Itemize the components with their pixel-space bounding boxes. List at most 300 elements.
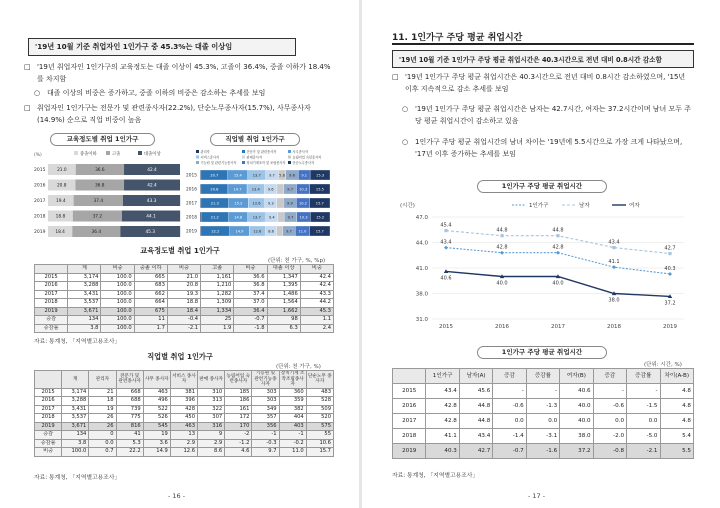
- hours-point: [444, 229, 447, 232]
- hours-table-cell: 4.8: [660, 399, 694, 414]
- hours-data-label: 40.3: [664, 265, 676, 272]
- occ-data-label: 15.3: [316, 173, 325, 178]
- hours-data-label: 44.8: [496, 227, 508, 234]
- left-bullet-1: [24, 62, 334, 85]
- edu-data-label: 44.1: [146, 214, 156, 220]
- edu-table-cell: 683: [134, 282, 167, 291]
- edu-table-row: [35, 290, 334, 299]
- edu-table-row: [35, 316, 334, 325]
- hours-table-cell: -: [627, 384, 660, 399]
- occ-data-label: 10.3: [299, 187, 308, 192]
- edu-table-row: [35, 324, 334, 333]
- edu-data-label: 21.0: [57, 168, 67, 174]
- occ-legend-swatch: [196, 161, 199, 164]
- occ-table-cell: 2018: [35, 414, 62, 423]
- occ-table-cell: 0.0: [89, 439, 116, 448]
- hours-table-cell: 5.5: [660, 444, 694, 459]
- occ-category-label: 2019: [186, 229, 197, 235]
- hours-data-label: 42.8: [496, 244, 508, 251]
- edu-table-unit: (단위: 천 가구, %, %p): [268, 258, 326, 264]
- hours-table-cell: -1.3: [526, 399, 559, 414]
- occ-legend-label: 농림어업 숙련종사자: [292, 155, 322, 160]
- right-page-number: - 17 -: [528, 492, 546, 500]
- occ-table-cell: 668: [116, 388, 143, 397]
- hours-xtick-label: 2016: [495, 324, 509, 330]
- right-bullet-1: [392, 72, 692, 95]
- occ-table-header-cell: 장치기계 조작조립종사자: [280, 371, 305, 387]
- occ-table-cell: 313: [198, 397, 225, 406]
- occ-table-header-cell: [35, 371, 62, 389]
- hours-table-cell: -2.0: [593, 429, 626, 444]
- occ-table-cell: 증감: [35, 431, 62, 440]
- occ-table-cell: 428: [170, 405, 197, 414]
- edu-table-cell: 44.2: [300, 299, 333, 308]
- edu-legend-swatch: [74, 151, 78, 155]
- occ-table-cell: 186: [225, 397, 252, 406]
- occ-table-cell: 316: [198, 422, 225, 431]
- hours-table-cell: -0.6: [493, 399, 526, 414]
- occ-bar-segment: [277, 226, 283, 236]
- edu-table-cell: 42.4: [300, 282, 333, 291]
- hours-point: [500, 234, 503, 237]
- hours-point: [500, 251, 504, 255]
- hours-table-cell: 0.0: [493, 414, 526, 429]
- occ-data-label: 9.7: [287, 215, 294, 220]
- edu-table-cell: 3,671: [68, 307, 101, 316]
- left-bullet-3: [24, 103, 334, 126]
- occ-table-cell: 509: [306, 405, 333, 414]
- edu-table-cell: 1,564: [267, 299, 300, 308]
- edu-data-label: 45.3: [145, 230, 156, 236]
- edu-chart-title: 교육정도별 취업 1인가구: [50, 133, 155, 146]
- hours-xtick-label: 2015: [439, 324, 453, 330]
- right-header-box: '19년 10월 기준 1인가구 주당 평균 취업시간은 40.3시간으로 전년 대비 0.8시간 감소함: [392, 50, 694, 68]
- occ-table-cell: 26: [89, 422, 116, 431]
- hours-table-cell: -0.7: [493, 444, 526, 459]
- edu-table-cell: 100.0: [101, 299, 134, 308]
- edu-data-label: 42.4: [147, 183, 157, 189]
- occ-table-cell: 22.2: [116, 448, 143, 457]
- occ-table-cell: 396: [170, 397, 197, 406]
- hours-table-cell: 41.1: [426, 429, 459, 444]
- hours-data-label: 37.2: [664, 300, 676, 307]
- edu-category-label: 2019: [34, 230, 46, 236]
- occ-table-cell: 3.6: [143, 439, 170, 448]
- hours-table-cell: 4.8: [660, 414, 694, 429]
- occ-table-row: [35, 422, 334, 431]
- occ-table-cell: 8.6: [198, 448, 225, 457]
- occ-table-cell: 359: [279, 397, 306, 406]
- edu-data-label: 18.4: [55, 230, 65, 236]
- hours-table-row: [393, 399, 694, 414]
- edu-table-cell: 11: [134, 316, 167, 325]
- occ-table-header-cell: 서비스 종사자: [170, 371, 197, 389]
- edu-chart-marks: [34, 164, 180, 237]
- occ-table-cell: 545: [143, 422, 170, 431]
- hours-table-cell: 4.8: [660, 384, 694, 399]
- hours-point: [556, 251, 560, 255]
- edu-table-cell: 1.7: [134, 324, 167, 333]
- occ-table-row: [35, 405, 334, 414]
- occ-table-cell: 349: [252, 405, 279, 414]
- right-bullet-2: [402, 104, 692, 127]
- edu-table-cell: 42.4: [300, 273, 333, 282]
- right-bullet-3: [402, 137, 692, 160]
- edu-table-cell: 36.4: [234, 307, 267, 316]
- occ-table-cell: -0.2: [279, 439, 306, 448]
- occ-table-cell: 55: [306, 431, 333, 440]
- occ-category-label: 2015: [186, 173, 197, 179]
- edu-table-cell: 21.0: [167, 273, 200, 282]
- edu-table-title: 교육정도별 취업 1인가구: [140, 246, 220, 255]
- hours-table-header-cell: 증감률: [627, 369, 660, 384]
- hours-ytick-label: 41.0: [415, 266, 428, 272]
- edu-table-cell: 증감률: [35, 324, 68, 333]
- edu-table-cell: -0.4: [167, 316, 200, 325]
- edu-table-header-cell: 대졸 이상: [267, 265, 300, 274]
- hours-table-cell: 40.0: [560, 414, 593, 429]
- occ-legend-swatch: [242, 156, 245, 159]
- occ-table-row: [35, 431, 334, 440]
- bullet-marker: ○: [34, 89, 41, 97]
- occ-table-header-cell: 관리자: [89, 371, 116, 389]
- occ-data-label: 9.7: [287, 187, 294, 192]
- occ-table-cell: 307: [198, 414, 225, 423]
- hours-xtick-label: 2017: [551, 324, 565, 330]
- hours-table-row: [393, 384, 694, 399]
- section-title: 11. 1인가구 주당 평균 취업시간: [392, 33, 523, 43]
- hours-table-cell: 44.8: [459, 399, 492, 414]
- occ-legend-swatch: [288, 150, 291, 153]
- occ-data-label: 15.2: [234, 201, 243, 206]
- occ-data-label: 15.4: [233, 173, 242, 178]
- edu-table-cell: 2016: [35, 282, 68, 291]
- edu-table-cell: 2017: [35, 290, 68, 299]
- occ-table-row: [35, 397, 334, 406]
- occ-table-cell: 775: [116, 414, 143, 423]
- hours-table-cell: 37.2: [560, 444, 593, 459]
- occ-table-cell: 비중: [35, 448, 62, 457]
- edu-category-label: 2018: [34, 214, 46, 220]
- edu-table-cell: 3,537: [68, 299, 101, 308]
- occ-table-cell: 2019: [35, 422, 62, 431]
- hours-table-cell: 40.3: [426, 444, 459, 459]
- occ-legend-label: 전문가 및 관련종사자: [246, 150, 277, 154]
- occ-data-label: 14.8: [234, 215, 243, 220]
- edu-table-cell: 664: [134, 299, 167, 308]
- edu-data-label: 43.3: [146, 199, 157, 205]
- edu-table-cell: 2018: [35, 299, 68, 308]
- occ-table-cell: 170: [225, 422, 252, 431]
- hours-table-header-cell: 증감률: [526, 369, 559, 384]
- edu-table-cell: 3,431: [68, 290, 101, 299]
- occ-table-cell: 10.6: [306, 439, 333, 448]
- occ-table-cell: 463: [170, 422, 197, 431]
- hours-table-source: 자료: 통계청, 「지역별고용조사」: [392, 473, 479, 479]
- occ-table-header-cell: 기능원 및 관련기능종사자: [252, 371, 279, 389]
- occ-data-label: 12.6: [253, 229, 262, 234]
- occ-table-cell: 0: [89, 431, 116, 440]
- occ-data-label: 9.1: [301, 173, 308, 178]
- edu-table-cell: -1.8: [234, 324, 267, 333]
- occ-table-cell: 3,671: [62, 422, 89, 431]
- edu-data-label: 20.8: [56, 183, 67, 189]
- hours-table-cell: 42.8: [426, 414, 459, 429]
- occ-table-row: [35, 439, 334, 448]
- hours-table-cell: 45.6: [459, 384, 492, 399]
- edu-table-row: [35, 273, 334, 282]
- edu-table-cell: 19.3: [167, 290, 200, 299]
- edu-legend-swatch: [106, 151, 110, 155]
- edu-table-cell: 2015: [35, 273, 68, 282]
- hours-xtick-label: 2018: [607, 324, 621, 330]
- edu-table-cell: 37.4: [234, 290, 267, 299]
- hours-data-label: 45.4: [440, 222, 452, 229]
- hours-table-cell: 40.0: [560, 399, 593, 414]
- occ-bar-segment: [200, 212, 201, 222]
- edu-table-cell: -2.1: [167, 324, 200, 333]
- hours-table-row: [393, 429, 694, 444]
- edu-table-cell: 1,282: [201, 290, 234, 299]
- hours-table-cell: 43.4: [459, 429, 492, 444]
- occ-legend-label: 서비스종사자: [200, 155, 219, 160]
- occ-legend-swatch: [196, 150, 199, 153]
- occ-table-cell: 5.3: [116, 439, 143, 448]
- hours-table-cell: 5.4: [660, 429, 694, 444]
- occ-data-label: 9.6: [289, 173, 295, 178]
- occ-table-cell: 2.9: [198, 439, 225, 448]
- occ-table-cell: 2.9: [170, 439, 197, 448]
- hours-data-label: 44.8: [552, 227, 564, 234]
- hours-data-label: 40.0: [552, 280, 564, 287]
- occ-data-label: 15.7: [315, 201, 324, 206]
- hours-table-header-cell: [393, 369, 426, 384]
- edu-table-row: [35, 299, 334, 308]
- edu-data-label: 36.4: [91, 230, 102, 236]
- occ-legend-label: 기능원 및 관련기능종사자: [200, 161, 237, 165]
- occ-table-cell: 19: [89, 405, 116, 414]
- occ-table-cell: 3.8: [62, 439, 89, 448]
- occ-table-title: 직업별 취업 1인가구: [147, 352, 213, 361]
- edu-legend-label: 중졸이하: [80, 152, 97, 157]
- edu-table-header-cell: 비중: [167, 265, 200, 274]
- occ-data-label: 20.7: [210, 173, 219, 178]
- occ-legend-swatch: [242, 150, 245, 153]
- occ-table-cell: 816: [116, 422, 143, 431]
- occ-data-label: 21.3: [210, 201, 219, 206]
- hours-table-cell: 42.7: [459, 444, 492, 459]
- occ-table-cell: -1: [252, 431, 279, 440]
- hours-line-chart: [392, 195, 692, 333]
- occ-data-label: 9.4: [268, 215, 275, 220]
- edu-stacked-bar-chart: [34, 148, 184, 240]
- hours-point: [612, 265, 616, 269]
- occ-data-label: 13.7: [252, 173, 261, 178]
- hours-table: [392, 368, 694, 459]
- occ-data-label: 20.8: [210, 187, 219, 192]
- hours-table-cell: -1.4: [493, 429, 526, 444]
- edu-data-label: 42.4: [147, 168, 157, 174]
- occ-legend-label: 단순노무종사자: [292, 161, 315, 165]
- occ-table-cell: 357: [252, 414, 279, 423]
- occ-table-cell: -0.3: [252, 439, 279, 448]
- occ-category-label: 2017: [186, 201, 197, 207]
- occ-data-label: 10.3: [299, 215, 308, 220]
- occ-table-cell: 100.0: [62, 448, 89, 457]
- hours-table-header-cell: 남자(A): [459, 369, 492, 384]
- occ-bar-segment: [278, 212, 284, 222]
- edu-table-cell: 37.0: [234, 299, 267, 308]
- edu-table-header-cell: 중졸 이하: [134, 265, 167, 274]
- hours-data-label: 40.6: [440, 275, 452, 282]
- occ-table-cell: 13: [170, 431, 197, 440]
- occ-data-label: 11.0: [298, 229, 307, 234]
- hours-table-cell: 2016: [393, 399, 426, 414]
- hours-table-unit: (단위: 시간, %): [644, 362, 682, 368]
- edu-table-cell: 43.3: [300, 290, 333, 299]
- edu-table-cell: 18.8: [167, 299, 200, 308]
- hours-table-cell: -1.6: [526, 444, 559, 459]
- bullet-marker: □: [24, 63, 31, 71]
- occ-legend-swatch: [196, 156, 199, 159]
- hours-table-cell: 43.4: [426, 384, 459, 399]
- left-header-box: '19년 10월 기준 취업자인 1인가구 중 45.3%는 대졸 이상임: [28, 38, 296, 56]
- edu-table-source: 자료: 통계청, 「지역별고용조사」: [34, 339, 121, 345]
- edu-table-cell: 1.9: [201, 324, 234, 333]
- hours-ytick-label: 44.0: [415, 240, 428, 247]
- occ-table-cell: -2: [225, 431, 252, 440]
- bullet-text: '19년 1인가구 주당 평균 취업시간은 40.3시간으로 전년 대비 0.8시간 감소하였으며, '15년 이후 지속적으로 감소 추세를 보임: [405, 73, 686, 93]
- edu-table-cell: 1,347: [267, 273, 300, 282]
- edu-table-cell: 1,309: [201, 299, 234, 308]
- edu-table-cell: 1,161: [201, 273, 234, 282]
- occ-table-cell: 403: [279, 422, 306, 431]
- occ-table-source: 자료: 통계청, 「지역별고용조사」: [34, 475, 121, 481]
- edu-table-cell: 98: [267, 316, 300, 325]
- occ-data-label: 5.8: [279, 173, 285, 178]
- hours-point: [668, 252, 671, 255]
- hours-table-cell: 42.8: [426, 399, 459, 414]
- occ-data-label: 22.2: [211, 229, 220, 234]
- occ-table-header-cell: 농림어업 숙련종사자: [225, 371, 252, 389]
- occ-table-cell: 356: [252, 422, 279, 431]
- occ-table-cell: 4.6: [225, 448, 252, 457]
- hours-table-cell: 40.6: [560, 384, 593, 399]
- occ-table-cell: 41: [116, 431, 143, 440]
- edu-data-label: 19.4: [56, 199, 66, 205]
- edu-legend-label: 대졸이상: [144, 152, 161, 157]
- occ-chart-marks: [186, 170, 330, 236]
- edu-table-cell: 2.4: [300, 324, 333, 333]
- occ-table-cell: 15.7: [306, 448, 333, 457]
- occ-data-label: 9.7: [286, 229, 292, 234]
- occ-table-header-cell: 계: [62, 371, 89, 389]
- occ-table-cell: 26: [89, 414, 116, 423]
- occ-table-cell: 520: [306, 414, 333, 423]
- hours-table-cell: 44.8: [459, 414, 492, 429]
- edu-data-label: 37.4: [93, 199, 104, 205]
- edu-data-label: 18.8: [55, 214, 66, 220]
- occ-table-cell: 3,288: [62, 397, 89, 406]
- edu-table-cell: 3,288: [68, 282, 101, 291]
- occ-table-cell: 증감률: [35, 439, 62, 448]
- edu-legend-label: 고졸: [112, 152, 121, 157]
- occ-category-label: 2016: [186, 187, 197, 193]
- edu-table-header-cell: 고졸: [201, 265, 234, 274]
- occ-legend-swatch: [288, 156, 291, 159]
- occ-table-cell: 360: [279, 388, 306, 397]
- hours-table-row: [393, 414, 694, 429]
- bullet-marker: ○: [402, 138, 409, 146]
- edu-data-label: 36.6: [95, 168, 105, 174]
- occ-table-row: [35, 388, 334, 397]
- edu-category-label: 2017: [34, 199, 46, 205]
- occ-table-cell: 3,174: [62, 388, 89, 397]
- edu-table-cell: 100.0: [101, 290, 134, 299]
- occ-data-label: 9.7: [269, 173, 275, 178]
- occ-table-cell: 381: [170, 388, 197, 397]
- hours-point: [556, 234, 559, 237]
- hours-table-cell: -2.1: [627, 444, 660, 459]
- left-page-number: - 16 -: [168, 492, 186, 500]
- bullet-marker: □: [24, 104, 31, 112]
- edu-table-cell: 675: [134, 307, 167, 316]
- occ-stacked-bar-chart: [186, 148, 332, 240]
- occ-table-cell: 522: [143, 405, 170, 414]
- hours-xtick-label: 2019: [663, 324, 677, 330]
- occ-table-cell: 11.0: [279, 448, 306, 457]
- occ-table-header-cell: 단순노무 종사자: [306, 371, 333, 389]
- hours-table-header-cell: 증감: [593, 369, 626, 384]
- bullet-text: 1인가구 주당 평균 취업시간의 남녀 차이는 '19년에 5.5시간으로 가장 크게 나타났으며, '17년 이후 증가하는 추세를 보임: [415, 138, 683, 158]
- edu-table-cell: 20.8: [167, 282, 200, 291]
- occ-table-cell: 185: [225, 388, 252, 397]
- edu-table-row: [35, 307, 334, 316]
- hours-table-cell: 38.0: [560, 429, 593, 444]
- edu-table-cell: 45.3: [300, 307, 333, 316]
- occ-table-cell: 404: [279, 414, 306, 423]
- occ-data-label: 10.2: [298, 201, 307, 206]
- occ-table-cell: 303: [252, 388, 279, 397]
- bullet-marker: □: [392, 73, 399, 81]
- hours-ytick-label: 38.0: [415, 291, 428, 298]
- occ-table: [34, 370, 334, 457]
- hours-table-header-cell: 차이(A-B): [660, 369, 694, 384]
- occ-data-label: 9.9: [287, 201, 293, 206]
- edu-table-header-cell: 비중: [234, 265, 267, 274]
- occ-table-row: [35, 414, 334, 423]
- occ-table-cell: 14.9: [143, 448, 170, 457]
- occ-data-label: 14.7: [233, 187, 242, 192]
- occ-table-cell: 688: [116, 397, 143, 406]
- occ-data-label: 15.5: [315, 187, 324, 192]
- hours-legend-label: 여자: [629, 203, 640, 209]
- edu-legend-swatch: [138, 151, 142, 155]
- bullet-marker: ○: [402, 105, 409, 113]
- hours-data-label: 38.0: [608, 297, 620, 304]
- occ-legend-swatch: [242, 161, 245, 164]
- occ-legend-swatch: [288, 161, 291, 164]
- hours-chart-title: 1인가구 주당 평균 취업시간: [477, 180, 607, 193]
- occ-table-cell: 3,431: [62, 405, 89, 414]
- edu-table-cell: 100.0: [101, 307, 134, 316]
- hours-table-cell: -0.8: [593, 444, 626, 459]
- occ-legend-label: 관리자: [200, 150, 210, 154]
- occ-data-label: 14.9: [235, 229, 244, 234]
- occ-table-cell: 2015: [35, 388, 62, 397]
- hours-table-cell: 2015: [393, 384, 426, 399]
- hours-table-cell: -3.1: [526, 429, 559, 444]
